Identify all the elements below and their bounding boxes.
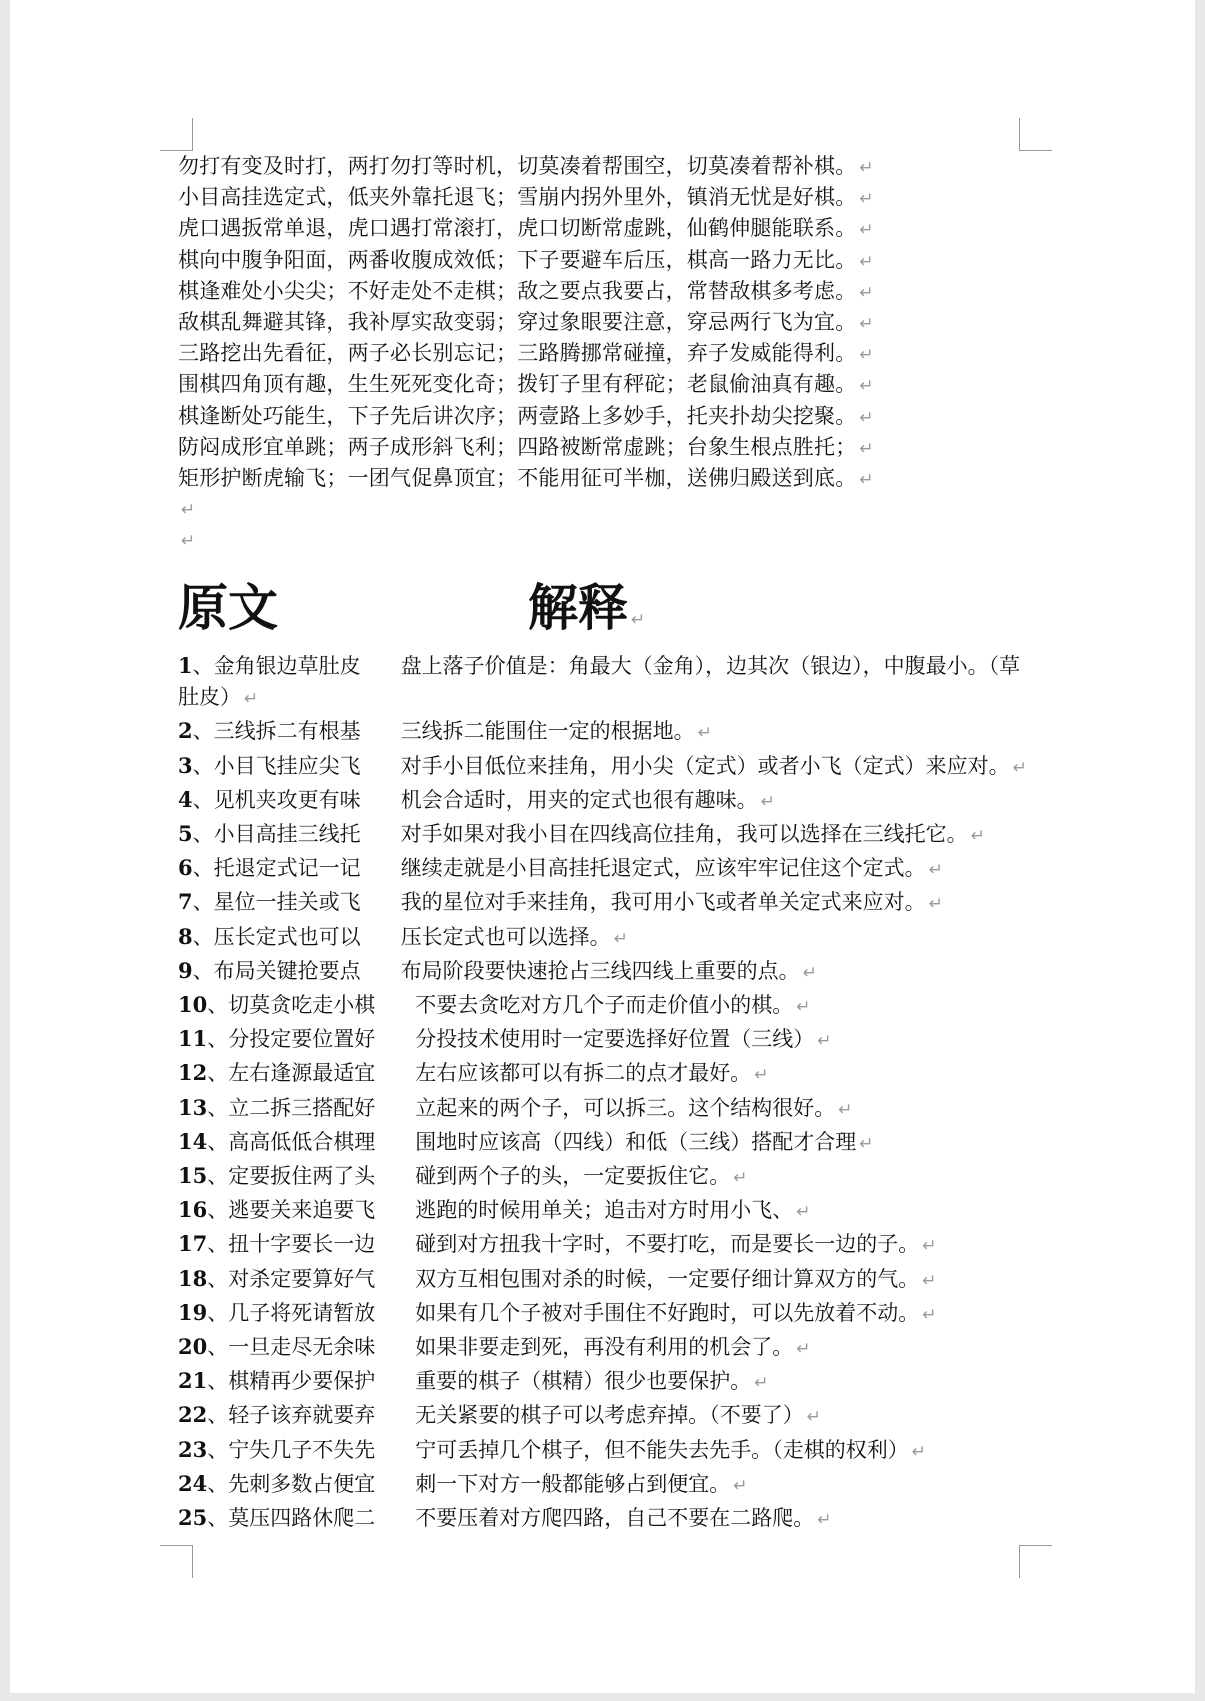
- proverb-number: 1: [178, 653, 193, 678]
- paragraph-mark-icon: ↵: [697, 723, 712, 744]
- proverb-explanation: 继续走就是小目高挂托退定式，应该牢牢记住这个定式。: [400, 856, 926, 881]
- proverb-original: 宁失几子不失先: [228, 1437, 376, 1462]
- paragraph-mark-icon: ↵: [859, 158, 874, 178]
- proverb-original: 轻子该弃就要弃: [228, 1403, 376, 1428]
- proverb-explanation: 盘上落子价值是：角最大（金角），边其次（银边），中腹最小。（草肚皮）: [178, 654, 1021, 710]
- proverb-item: [178, 955, 1038, 989]
- proverb-original: 莫压四路休爬二: [228, 1506, 376, 1531]
- proverb-original: 扭十字要长一边: [228, 1232, 376, 1257]
- proverb-separator: 、: [207, 1300, 229, 1325]
- proverb-item: [178, 784, 1038, 818]
- proverb-explanation: 围地时应该高（四线）和低（三线）搭配才合理: [415, 1129, 857, 1154]
- paragraph-mark-icon: ↵: [859, 376, 874, 397]
- proverb-gap: [375, 1335, 415, 1359]
- paragraph-mark-icon: ↵: [859, 345, 874, 366]
- proverb-number: 10: [178, 992, 208, 1018]
- paragraph-mark-icon: ↵: [806, 1407, 822, 1428]
- proverb-original: 左右逢源最适宜: [228, 1061, 376, 1086]
- proverb-item: [178, 1263, 1038, 1297]
- paragraph-mark-icon: ↵: [859, 220, 874, 241]
- empty-paragraph: [178, 525, 1038, 556]
- proverb-original: 对杀定要算好气: [228, 1266, 376, 1291]
- paragraph-mark-icon: ↵: [817, 1031, 832, 1052]
- proverb-number: 22: [178, 1402, 208, 1428]
- proverb-gap: [375, 1403, 415, 1427]
- proverb-original: 定要扳住两了头: [228, 1164, 376, 1189]
- proverb-gap: [375, 1369, 415, 1393]
- paragraph-mark-icon: ↵: [181, 531, 196, 552]
- crop-mark-top-right: [1019, 118, 1052, 151]
- proverb-number: 9: [178, 957, 193, 983]
- verse-line: 围棋四角顶有趣，生生死死变化奇；拨钉子里有秤砣；老鼠偷油真有趣。 ↵: [178, 372, 874, 397]
- proverb-item: [178, 1160, 1038, 1194]
- proverb-gap: [361, 856, 401, 880]
- proverb-gap: [375, 1506, 415, 1530]
- crop-mark-top-left: [160, 118, 193, 151]
- paragraph-mark-icon: ↵: [922, 1236, 937, 1257]
- proverb-item: [178, 1126, 1038, 1160]
- proverb-item: [178, 1434, 1038, 1468]
- proverb-item: [178, 1468, 1038, 1502]
- proverb-explanation: 不要去贪吃对方几个子而走价值小的棋。: [415, 993, 794, 1018]
- verse-line: 三路挖出先看征，两子必长别忘记；三路腾挪常碰撞，弃子发威能得利。 ↵: [178, 341, 874, 366]
- proverb-explanation: 重要的棋子（棋精）很少也要保护。: [415, 1369, 752, 1394]
- proverb-separator: 、: [192, 787, 214, 812]
- proverb-number: 5: [178, 821, 193, 847]
- proverb-item: [178, 1023, 1038, 1057]
- proverb-gap: [361, 754, 401, 778]
- proverb-gap: [361, 959, 401, 983]
- proverb-separator: 、: [207, 1061, 229, 1086]
- proverb-gap: [375, 1061, 415, 1085]
- proverb-explanation: 逃跑的时候用单关；追击对方时用小飞、: [415, 1198, 794, 1223]
- proverb-separator: 、: [207, 993, 229, 1018]
- paragraph-mark-icon: ↵: [859, 313, 874, 334]
- proverb-item: [178, 715, 1038, 749]
- proverb-explanation: 无关紧要的棋子可以考虑弃掉。（不要了）: [415, 1403, 804, 1428]
- paragraph-mark-icon: ↵: [922, 1270, 937, 1291]
- proverb-explanation: 三线拆二能围住一定的根据地。: [400, 719, 695, 744]
- paragraph-mark-icon: ↵: [859, 438, 874, 459]
- proverb-original: 布局关键抢要点: [213, 958, 361, 983]
- proverb-gap: [361, 822, 401, 846]
- proverb-separator: 、: [207, 1232, 229, 1257]
- proverb-separator: 、: [207, 1266, 229, 1291]
- proverb-number: 20: [178, 1334, 208, 1360]
- paragraph-mark-icon: ↵: [181, 500, 196, 521]
- proverb-separator: 、: [207, 1437, 229, 1462]
- proverb-item: [178, 852, 1038, 886]
- paragraph-mark-icon: ↵: [838, 1099, 853, 1120]
- proverb-gap: [375, 1130, 415, 1154]
- proverb-item: [178, 818, 1038, 852]
- proverb-explanation: 压长定式也可以选择。: [400, 924, 611, 949]
- paragraph-mark-icon: ↵: [244, 689, 259, 710]
- proverb-explanation: 对手如果对我小目在四线高位挂角，我可以选择在三线托它。: [400, 822, 968, 847]
- verse-block[interactable]: [178, 151, 1038, 556]
- proverb-separator: 、: [207, 1403, 229, 1428]
- verse-line: 勿打有变及时打，两打勿打等时机，切莫凑着帮围空，切莫凑着帮补棋。 ↵: [178, 154, 874, 178]
- proverb-number: 13: [178, 1094, 208, 1120]
- proverb-gap: [375, 1438, 415, 1462]
- proverb-item: [178, 1092, 1038, 1126]
- proverb-number: 11: [178, 1026, 208, 1052]
- proverb-original: 小目高挂三线托: [213, 822, 361, 847]
- proverb-gap: [375, 1301, 415, 1325]
- proverb-gap: [361, 890, 401, 914]
- verse-line: 防闷成形宜单跳；两子成形斜飞利；四路被断常虚跳；台象生根点胜托； ↵: [178, 434, 874, 459]
- paragraph-mark-icon: ↵: [928, 860, 943, 881]
- paragraph-mark-icon: ↵: [859, 189, 874, 210]
- proverb-item: [178, 1502, 1038, 1536]
- paragraph-mark-icon: ↵: [613, 928, 628, 949]
- proverb-separator: 、: [207, 1198, 229, 1223]
- paragraph-mark-icon: ↵: [754, 1373, 769, 1394]
- verse-line: 棋逢断处巧能生，下子先后讲次序；两壹路上多妙手，托夹扑劫尖挖聚。 ↵: [178, 403, 874, 428]
- proverb-item: [178, 1194, 1038, 1228]
- proverb-number: 7: [178, 889, 193, 915]
- proverb-gap: [361, 925, 401, 949]
- proverb-original: 分投定要位置好: [228, 1027, 376, 1052]
- proverb-separator: 、: [192, 654, 214, 678]
- paragraph-mark-icon: ↵: [796, 1202, 811, 1223]
- proverb-item: [178, 989, 1038, 1023]
- proverb-original: 先刺多数占便宜: [228, 1471, 376, 1496]
- proverb-number: 18: [178, 1265, 208, 1291]
- proverb-gap: [375, 993, 415, 1017]
- paragraph-mark-icon: ↵: [796, 997, 811, 1018]
- proverb-separator: 、: [207, 1129, 229, 1154]
- proverb-separator: 、: [192, 924, 214, 949]
- paragraph-mark-icon: ↵: [1012, 757, 1027, 778]
- verse-line: 矩形护断虎输飞；一团气促鼻顶宜；不能用征可半枷，送佛归殿送到底。 ↵: [178, 465, 874, 490]
- proverb-gap: [375, 1027, 415, 1051]
- proverb-number: 4: [178, 786, 193, 812]
- proverb-explanation: 碰到对方扭我十字时，不要打吃，而是要长一边的子。: [415, 1232, 920, 1257]
- proverb-separator: 、: [207, 1164, 229, 1189]
- empty-paragraph: [178, 494, 1038, 525]
- verse-line: 棋逢难处小尖尖；不好走处不走棋；敌之要点我要占，常替敌棋多考虑。 ↵: [178, 278, 874, 303]
- paragraph-mark-icon: ↵: [817, 1510, 832, 1531]
- paragraph-mark-icon: ↵: [859, 1133, 874, 1154]
- proverb-number: 24: [178, 1470, 208, 1496]
- proverb-gap: [361, 719, 401, 743]
- proverb-item: [178, 886, 1038, 920]
- proverb-separator: 、: [207, 1369, 229, 1394]
- proverb-item: [178, 1331, 1038, 1365]
- proverb-original: 逃要关来追要飞: [228, 1198, 376, 1223]
- paragraph-mark-icon: ↵: [631, 610, 646, 630]
- proverb-original: 一旦走尽无余味: [228, 1335, 376, 1360]
- verse-line: 棋向中腹争阳面，两番收腹成效低；下子要避车后压，棋高一路力无比。 ↵: [178, 247, 874, 272]
- proverb-item: [178, 650, 1038, 715]
- proverb-gap: [361, 654, 401, 678]
- proverb-number: 19: [178, 1299, 208, 1325]
- proverb-original: 高高低低合棋理: [228, 1129, 376, 1154]
- proverb-number: 2: [178, 718, 193, 744]
- proverb-gap: [361, 788, 401, 812]
- paragraph-mark-icon: ↵: [970, 826, 985, 847]
- paragraph-mark-icon: ↵: [733, 1475, 748, 1496]
- proverb-separator: 、: [192, 958, 214, 983]
- proverb-original: 切莫贪吃走小棋: [228, 993, 376, 1018]
- proverb-item: [178, 1399, 1038, 1433]
- crop-mark-bottom-right: [1019, 1545, 1052, 1578]
- proverb-explanation: 如果非要走到死，再没有利用的机会了。: [415, 1335, 794, 1360]
- proverb-number: 17: [178, 1231, 208, 1257]
- proverb-separator: 、: [192, 890, 214, 915]
- proverb-item: [178, 921, 1038, 955]
- proverb-item: [178, 750, 1038, 784]
- proverb-number: 16: [178, 1197, 208, 1223]
- proverb-explanation: 立起来的两个子，可以拆三。这个结构很好。: [415, 1095, 836, 1120]
- heading-explanation: 解释: [528, 578, 628, 637]
- proverb-number: 14: [178, 1128, 208, 1154]
- proverb-number: 23: [178, 1436, 208, 1462]
- proverb-explanation: 宁可丢掉几个棋子，但不能失去先手。（走棋的权利）: [415, 1437, 909, 1462]
- proverb-explanation: 双方互相包围对杀的时候，一定要仔细计算双方的气。: [415, 1266, 920, 1291]
- proverb-explanation: 我的星位对手来挂角，我可用小飞或者单关定式来应对。: [400, 890, 926, 915]
- proverb-separator: 、: [192, 856, 214, 881]
- proverb-original: 星位一挂关或飞: [213, 890, 361, 915]
- paragraph-mark-icon: ↵: [859, 407, 874, 428]
- proverb-original: 三线拆二有根基: [213, 719, 361, 744]
- proverb-number: 25: [178, 1505, 208, 1531]
- paragraph-mark-icon: ↵: [911, 1441, 927, 1462]
- proverb-separator: 、: [207, 1335, 229, 1360]
- proverb-gap: [375, 1267, 415, 1291]
- proverb-number: 8: [178, 923, 193, 949]
- proverb-original: 几子将死请暂放: [228, 1300, 376, 1325]
- proverb-explanation: 布局阶段要快速抢占三线四线上重要的点。: [400, 958, 800, 983]
- proverb-explanation: 如果有几个子被对手围住不好跑时，可以先放着不动。: [415, 1300, 920, 1325]
- proverb-gap: [375, 1096, 415, 1120]
- paragraph-mark-icon: ↵: [802, 962, 817, 983]
- paragraph-mark-icon: ↵: [859, 251, 874, 272]
- proverb-original: 金角银边草肚皮: [213, 654, 361, 678]
- proverb-item: [178, 1057, 1038, 1091]
- proverb-number: 15: [178, 1163, 208, 1189]
- proverb-separator: 、: [207, 1471, 229, 1496]
- proverb-gap: [375, 1232, 415, 1256]
- proverb-explanation: 分投技术使用时一定要选择好位置（三线）: [415, 1027, 815, 1052]
- proverb-number: 21: [178, 1368, 208, 1394]
- proverb-gap: [375, 1472, 415, 1496]
- paragraph-mark-icon: ↵: [760, 791, 775, 812]
- paragraph-mark-icon: ↵: [922, 1304, 937, 1325]
- proverb-original: 压长定式也可以: [213, 924, 361, 949]
- paragraph-mark-icon: ↵: [733, 1168, 748, 1189]
- proverb-explanation: 对手小目低位来挂角，用小尖（定式）或者小飞（定式）来应对。: [400, 753, 1010, 778]
- proverb-separator: 、: [192, 822, 214, 847]
- proverb-original: 小目飞挂应尖飞: [213, 753, 361, 778]
- verse-line: 敌棋乱舞避其锋，我补厚实敌变弱；穿过象眼要注意，穿忌两行飞为宜。 ↵: [178, 309, 874, 334]
- proverb-separator: 、: [207, 1095, 229, 1120]
- proverb-item: [178, 1297, 1038, 1331]
- proverb-number: 6: [178, 855, 193, 881]
- proverb-separator: 、: [207, 1027, 229, 1052]
- paragraph-mark-icon: ↵: [859, 469, 874, 490]
- paragraph-mark-icon: ↵: [754, 1065, 769, 1086]
- proverb-explanation: 左右应该都可以有拆二的点才最好。: [415, 1061, 752, 1086]
- proverb-item: [178, 1228, 1038, 1262]
- proverb-original: 棋精再少要保护: [228, 1369, 376, 1394]
- proverb-original: 立二拆三搭配好: [228, 1095, 376, 1120]
- proverb-explanation: 刺一下对方一般都能够占到便宜。: [415, 1471, 731, 1496]
- proverb-number: 3: [178, 752, 193, 778]
- proverb-separator: 、: [207, 1506, 229, 1531]
- proverb-original: 见机夹攻更有味: [213, 787, 361, 812]
- proverb-number: 12: [178, 1060, 208, 1086]
- proverb-original: 托退定式记一记: [213, 856, 361, 881]
- proverb-explanation: 碰到两个子的头，一定要扳住它。: [415, 1164, 731, 1189]
- proverb-separator: 、: [192, 753, 214, 778]
- proverb-gap: [375, 1198, 415, 1222]
- proverb-gap: [375, 1164, 415, 1188]
- paragraph-mark-icon: ↵: [928, 894, 943, 915]
- verse-line: 虎口遇扳常单退，虎口遇打常滚打，虎口切断常虚跳，仙鹤伸腿能联系。 ↵: [178, 216, 874, 241]
- heading-original: 原文: [178, 578, 278, 637]
- paragraph-mark-icon: ↵: [859, 282, 874, 303]
- verse-line: 小目高挂选定式，低夹外靠托退飞；雪崩内拐外里外，镇消无忧是好棋。 ↵: [178, 185, 874, 210]
- proverb-list[interactable]: [178, 650, 1038, 1536]
- section-heading: [178, 568, 646, 640]
- proverb-explanation: 不要压着对方爬四路，自己不要在二路爬。: [415, 1506, 815, 1531]
- crop-mark-bottom-left: [160, 1545, 193, 1578]
- proverb-explanation: 机会合适时，用夹的定式也很有趣味。: [400, 787, 758, 812]
- proverb-separator: 、: [192, 719, 214, 744]
- paragraph-mark-icon: ↵: [796, 1339, 811, 1360]
- proverb-item: [178, 1365, 1038, 1399]
